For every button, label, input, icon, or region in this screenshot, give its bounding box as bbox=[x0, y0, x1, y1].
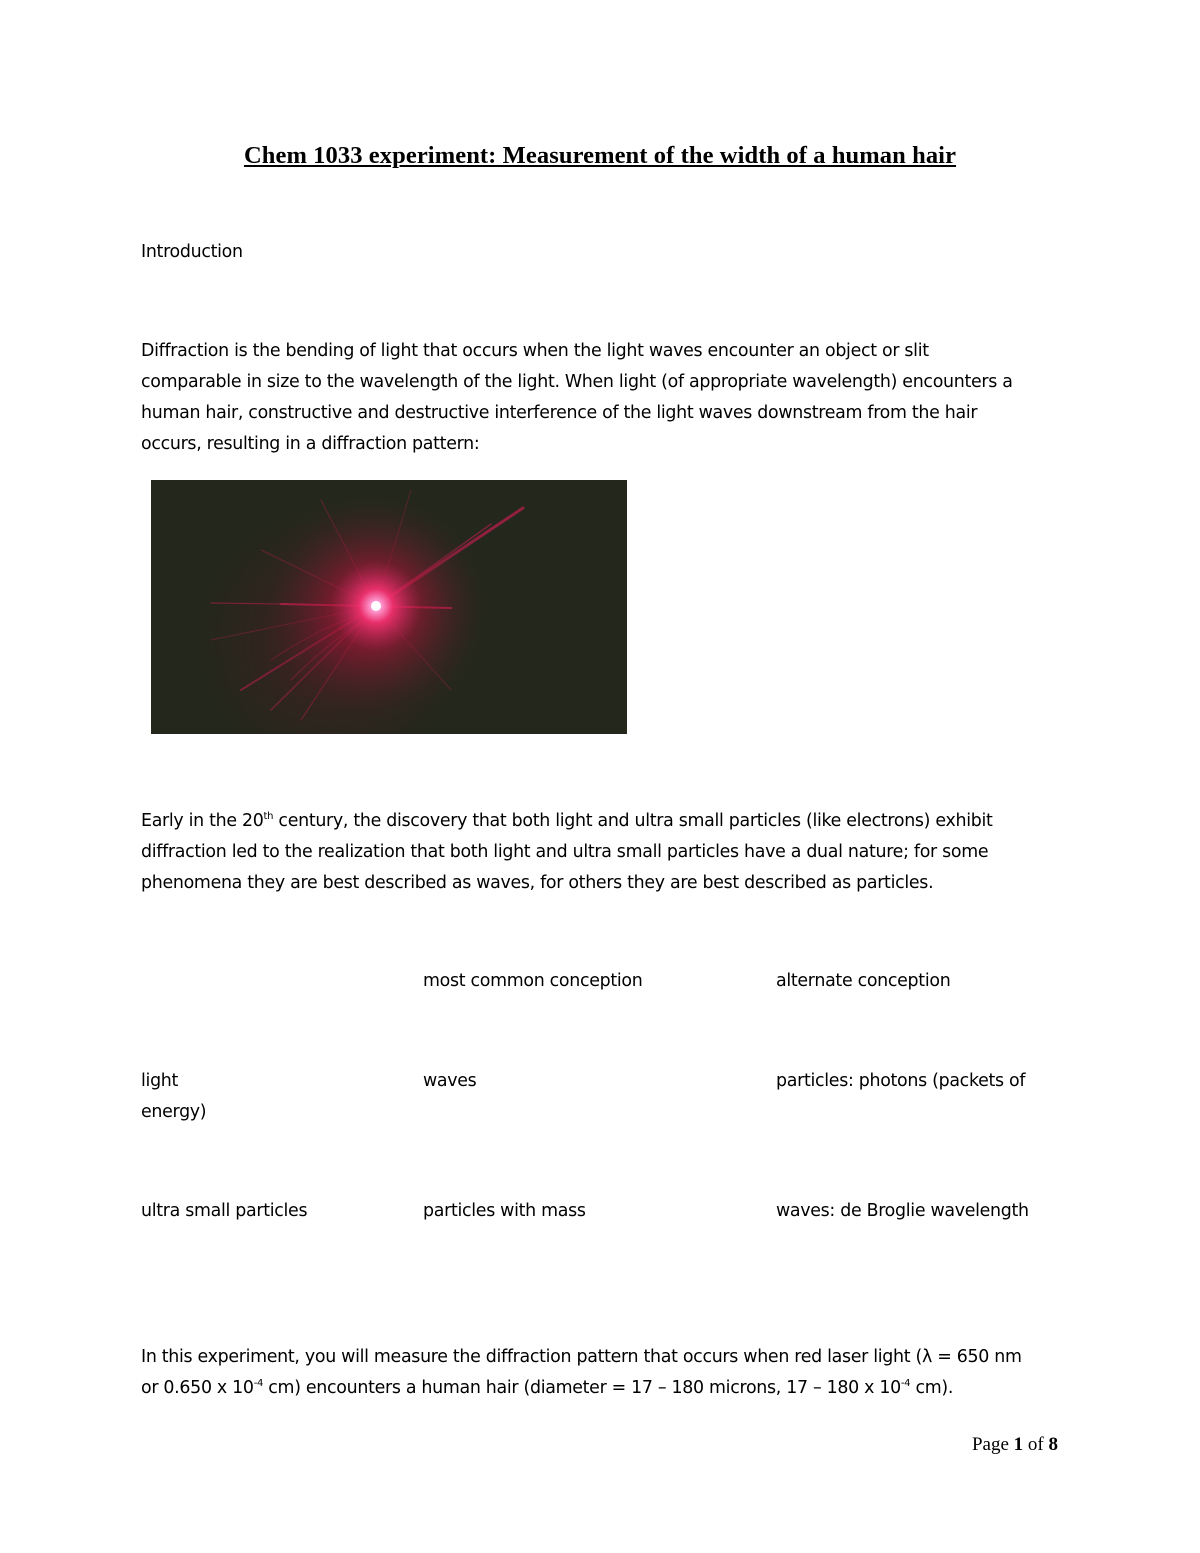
table-row-1-wrap: energy) bbox=[141, 1102, 207, 1122]
laser-diffraction-photo bbox=[151, 480, 627, 734]
page-word: Page bbox=[971, 1434, 1009, 1455]
table-row-2-subject: ultra small particles bbox=[141, 1201, 308, 1221]
document-title: Chem 1033 experiment: Measurement of the width of a human hair bbox=[243, 142, 957, 169]
intro-line-3: human hair, constructive and destructive interference of the light waves downstream from the hair bbox=[141, 403, 978, 423]
of-word: of bbox=[1027, 1434, 1044, 1455]
experiment-line-2-a: or 0.650 x 10 bbox=[141, 1378, 254, 1398]
experiment-line-2-b: cm) encounters a human hair (diameter = 17 – 180 microns, 17 – 180 x 10 bbox=[263, 1378, 901, 1398]
intro-line-1: Diffraction is the bending of light that occurs when the light waves encounter an object or slit bbox=[141, 341, 929, 361]
intro-paragraph bbox=[141, 336, 1013, 460]
page-total: 8 bbox=[1048, 1434, 1058, 1455]
experiment-line-1: In this experiment, you will measure the diffraction pattern that occurs when red laser light (λ = 650 nm bbox=[141, 1347, 1022, 1367]
table-header-common: most common conception bbox=[423, 971, 643, 991]
experiment-paragraph bbox=[141, 1342, 1022, 1404]
table-row-1-alternate: particles: photons (packets of bbox=[776, 1071, 1026, 1091]
page-number: 1 bbox=[1013, 1434, 1024, 1455]
table-row-2-alternate: waves: de Broglie wavelength bbox=[776, 1201, 1029, 1221]
table-row-2-common: particles with mass bbox=[423, 1201, 586, 1221]
experiment-line-2-c: cm). bbox=[910, 1378, 954, 1398]
exponent-superscript-2: -4 bbox=[900, 1378, 911, 1390]
history-line-1 bbox=[141, 806, 993, 837]
intro-line-4: occurs, resulting in a diffraction pattern: bbox=[141, 434, 480, 454]
history-line-1-pre: Early in the 20 bbox=[141, 811, 264, 831]
ordinal-superscript: th bbox=[263, 811, 274, 823]
page-footer bbox=[972, 1434, 1058, 1456]
history-line-3: phenomena they are best described as waves, for others they are best described as particles. bbox=[141, 873, 934, 893]
intro-line-2: comparable in size to the wavelength of the light. When light (of appropriate wavelength) encounters a bbox=[141, 372, 1013, 392]
history-line-1-post: century, the discovery that both light and ultra small particles (like electrons) exhibit bbox=[273, 811, 993, 831]
table-row-1-subject: light bbox=[141, 1071, 179, 1091]
history-paragraph bbox=[141, 806, 993, 899]
experiment-line-2 bbox=[141, 1373, 1022, 1404]
table-row-1-common: waves bbox=[423, 1071, 477, 1091]
exponent-superscript-1: -4 bbox=[253, 1378, 264, 1390]
history-line-2: diffraction led to the realization that both light and ultra small particles have a dual nature; for some bbox=[141, 842, 989, 862]
section-heading: Introduction bbox=[141, 242, 243, 262]
table-header-alternate: alternate conception bbox=[776, 971, 951, 991]
diffraction-image bbox=[151, 480, 627, 734]
